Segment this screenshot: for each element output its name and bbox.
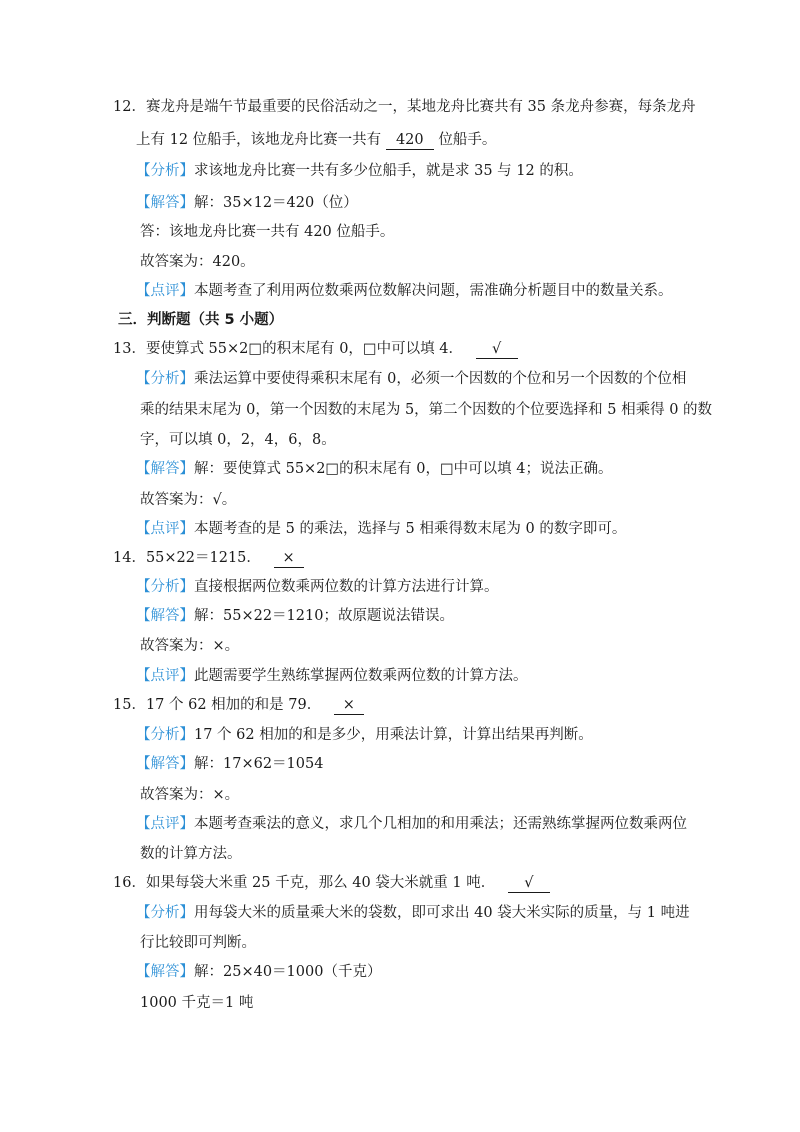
q16-answer-blank: √	[508, 875, 550, 893]
q14-comment	[136, 666, 528, 686]
q16-solution-text: 解：25×40＝1000（千克）	[194, 964, 382, 980]
q14-analysis-text: 直接根据两位数乘两位数的计算方法进行计算。	[194, 579, 499, 595]
analysis-tag: 【分析】	[136, 905, 194, 921]
q14-stem-text: 14．55×22＝1215．	[113, 550, 261, 566]
q12-comment-text: 本题考查了利用两位数乘两位数解决问题，需准确分析题目中的数量关系。	[194, 283, 673, 299]
q13-solution-text: 解：要使算式 55×2□的积末尾有 0，□中可以填 4；说法正确。	[194, 461, 613, 477]
q13-final-answer: 故答案为：√。	[140, 492, 237, 508]
q12-answer-blank: 420	[386, 132, 434, 150]
q15-solution	[136, 754, 323, 774]
q15-final-answer: 故答案为：×。	[140, 787, 240, 803]
q14-answer-blank: ×	[274, 550, 304, 568]
q13-analysis-line1	[136, 369, 686, 389]
q14-solution-text: 解：55×22＝1210；故原题说法错误。	[194, 608, 454, 624]
q16-analysis-text: 用每袋大米的质量乘大米的袋数，即可求出 40 袋大米实际的质量，与 1 吨进	[194, 905, 690, 921]
q12-stem-line2	[136, 130, 496, 150]
analysis-tag: 【分析】	[136, 371, 194, 387]
comment-tag: 【点评】	[136, 668, 194, 684]
q15-analysis-text: 17 个 62 相加的和是多少，用乘法计算，计算出结果再判断。	[194, 727, 593, 743]
solution-tag: 【解答】	[136, 756, 194, 772]
q14-solution	[136, 606, 454, 626]
q15-comment-line1	[136, 814, 687, 834]
solution-tag: 【解答】	[136, 461, 194, 477]
q12-comment	[136, 281, 673, 301]
q13-analysis-line3: 字，可以填 0，2，4，6，8。	[140, 432, 336, 448]
q16-analysis-line1	[136, 903, 690, 923]
q15-stem	[113, 695, 364, 715]
q16-extra-line: 1000 千克＝1 吨	[140, 995, 254, 1011]
comment-tag: 【点评】	[136, 816, 194, 832]
solution-tag: 【解答】	[136, 195, 194, 211]
q13-answer-blank: √	[476, 341, 518, 359]
q13-solution	[136, 459, 613, 479]
q13-comment	[136, 519, 626, 539]
q15-comment-line2: 数的计算方法。	[140, 846, 242, 862]
q15-solution-text: 解：17×62＝1054	[194, 756, 324, 772]
section-title: 三．判断题（共 5 小题）	[118, 312, 284, 328]
q15-stem-text: 15．17 个 62 相加的和是 79．	[113, 697, 322, 713]
q12-stem-tail: 位船手。	[438, 132, 497, 148]
analysis-tag: 【分析】	[136, 727, 194, 743]
q14-stem	[113, 548, 304, 568]
solution-tag: 【解答】	[136, 608, 194, 624]
solution-tag: 【解答】	[136, 964, 194, 980]
q15-comment-text: 本题考查乘法的意义，求几个几相加的和用乘法；还需熟练掌握两位数乘两位	[194, 816, 687, 832]
q16-stem-text: 16．如果每袋大米重 25 千克，那么 40 袋大米就重 1 吨．	[113, 875, 496, 891]
comment-tag: 【点评】	[136, 283, 194, 299]
q12-solution	[136, 193, 358, 213]
q12-analysis-text: 求该地龙舟比赛一共有多少位船手，就是求 35 与 12 的积。	[194, 163, 583, 179]
comment-tag: 【点评】	[136, 521, 194, 537]
q12-reply: 答：该地龙舟比赛一共有 420 位船手。	[140, 224, 395, 240]
q12-stem-text: 上有 12 位船手，该地龙舟比赛一共有	[136, 132, 382, 148]
q16-analysis-line2: 行比较即可判断。	[140, 935, 256, 951]
analysis-tag: 【分析】	[136, 163, 194, 179]
q13-comment-text: 本题考查的是 5 的乘法，选择与 5 相乘得数末尾为 0 的数字即可。	[194, 521, 627, 537]
q15-analysis	[136, 725, 593, 745]
q12-final-answer: 故答案为：420。	[140, 254, 255, 270]
q16-stem	[113, 873, 550, 893]
q14-analysis	[136, 577, 499, 597]
q12-solution-text: 解：35×12＝420（位）	[194, 195, 358, 211]
q12-analysis	[136, 161, 583, 181]
q13-stem	[113, 339, 518, 359]
q15-answer-blank: ×	[334, 697, 364, 715]
q13-stem-text: 13．要使算式 55×2□的积末尾有 0，□中可以填 4．	[113, 341, 463, 357]
q13-analysis-line2: 乘的结果末尾为 0，第一个因数的末尾为 5，第二个因数的个位要选择和 5 相乘得 0 的数	[140, 402, 713, 418]
q13-analysis-text: 乘法运算中要使得乘积末尾有 0，必须一个因数的个位和另一个因数的个位相	[194, 371, 687, 387]
q16-solution	[136, 962, 381, 982]
analysis-tag: 【分析】	[136, 579, 194, 595]
q12-stem-line1: 12．赛龙舟是端午节最重要的民俗活动之一，某地龙舟比赛共有 35 条龙舟参赛，每条龙舟	[113, 99, 696, 115]
q14-comment-text: 此题需要学生熟练掌握两位数乘两位数的计算方法。	[194, 668, 528, 684]
q14-final-answer: 故答案为：×。	[140, 638, 240, 654]
